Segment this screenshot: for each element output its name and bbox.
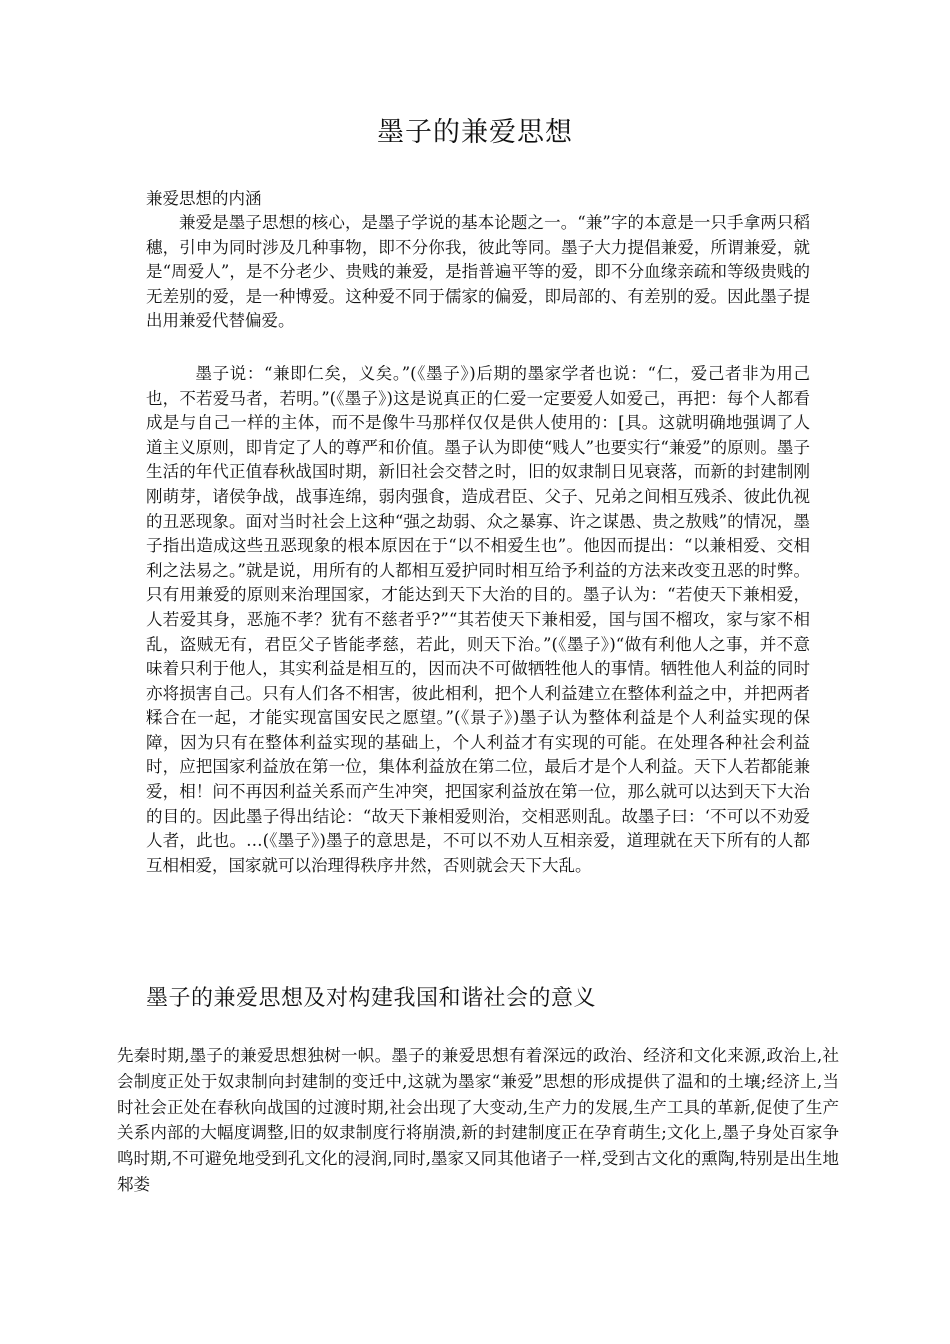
section-significance-heading: 墨子的兼爱思想及对构建我国和谐社会的意义 bbox=[146, 986, 597, 1011]
paragraph-mozi-quotes: 墨子说：“兼即仁矣，义矣。”(《墨子》)后期的墨家学者也说：“仁，爱己者非为用己也，不若爱马者，若明。”(《墨子》)这是说真正的仁爱一定要爱人如爱己，再把：每个人都看成是与自己一样的主体，而不是像牛马那样仅仅是供人使用的：[具。这就明确地强调了人道主义原则，即肯定了人的尊严和价值。墨子认为即使“贱人”也要实行“兼爱”的原则。墨子生活的年代正值春秋战国时期，新旧社会交替之时，旧的奴隶制日见衰落，而新的封建制刚刚萌芽，诸侯争战，战事连绵，弱肉强食，造成君臣、父子、兄弟之间相互残杀、彼此仇视的丑恶现象。面对当时社会上这种“强之劫弱、众之暴寡、许之谋愚、贵之敖贱”的情况，墨子指出造成这些丑恶现象的根本原因在于“以不相爱生也”。他因而提出：“以兼相爱、交相利之法易之。”就是说，用所有的人都相互爱护同时相互给予利益的方法来改变丑恶的时弊。只有用兼爱的原则来治理国家，才能达到天下大治的目的。墨子认为：“若使天下兼相爱，人若爱其身，恶施不孝？犹有不慈者乎?”“其若使天下兼相爱，国与国不榴攻，家与家不相乱，盗贼无有，君臣父子皆能孝慈，若此，则天下治。”(《墨子》)“做有利他人之事，并不意味着只利于他人，其实利益是相互的，因而决不可做牺牲他人的事情。牺牲他人利益的同时亦将损害自己。只有人们各不相害，彼此相利，把个人利益建立在整体利益之中，并把两者糅合在一起，才能实现富国安民之愿望。”(《景子》)墨子认为整体利益是个人利益实现的保障，因为只有在整体利益实现的基础上，个人利益才有实现的可能。在处理各种社会利益时，应把国家利益放在第一位，集体利益放在第二位，最后才是个人利益。天下人若都能兼爱，相！问不再因利益关系而产生冲突，把国家利益放在第一位，那么就可以达到天下大治的目的。因此墨子得出结论：“故天下兼相爱则治，交相恶则乱。故墨子曰：‘不可以不劝爱人者，此也。…(《墨子》)墨子的意思是，不可以不劝人互相亲爱，道理就在天下所有的人都互相相爱，国家就可以治理得秩序井然，否则就会天下大乱。 bbox=[146, 363, 810, 875]
section-meaning bbox=[146, 186, 810, 878]
paragraph-definition: 兼爱是墨子思想的核心，是墨子学说的基本论题之一。“兼”字的本意是一只手拿两只稻穗，引申为同时涉及几种事物，即不分你我，彼此等同。墨子大力提倡兼爱，所谓兼爱，就是“周爱人”，是不分老少、贵贱的兼爱，是指普遍平等的爱，即不分血缘亲疏和等级贵贱的无差别的爱，是一种博爱。这种爱不同于儒家的偏爱，即局部的、有差别的爱。因此墨子提出用兼爱代替偏爱。 bbox=[146, 213, 810, 331]
paragraph-origins: 先秦时期,墨子的兼爱思想独树一帜。墨子的兼爱思想有着深远的政治、经济和文化来源,政治上,社会制度正处于奴隶制向封建制的变迁中,这就为墨家“兼爱”思想的形成提供了温和的土壤;经济上,当时社会正处在春秋向战国的过渡时期,社会出现了大变动,生产力的发展,生产工具的革新,促使了生产关系内部的大幅度调整,旧的奴隶制度行将崩溃,新的封建制度正在孕育萌生;文化上,墨子身处百家争鸣时期,不可避免地受到孔文化的浸润,同时,墨家又同其他诸子一样,受到古文化的熏陶,特别是出生地邾娄 bbox=[117, 1046, 839, 1194]
document-title: 墨子的兼爱思想 bbox=[377, 117, 573, 148]
section-significance bbox=[117, 1043, 839, 1198]
section-meaning-heading: 兼爱思想的内涵 bbox=[146, 189, 262, 208]
